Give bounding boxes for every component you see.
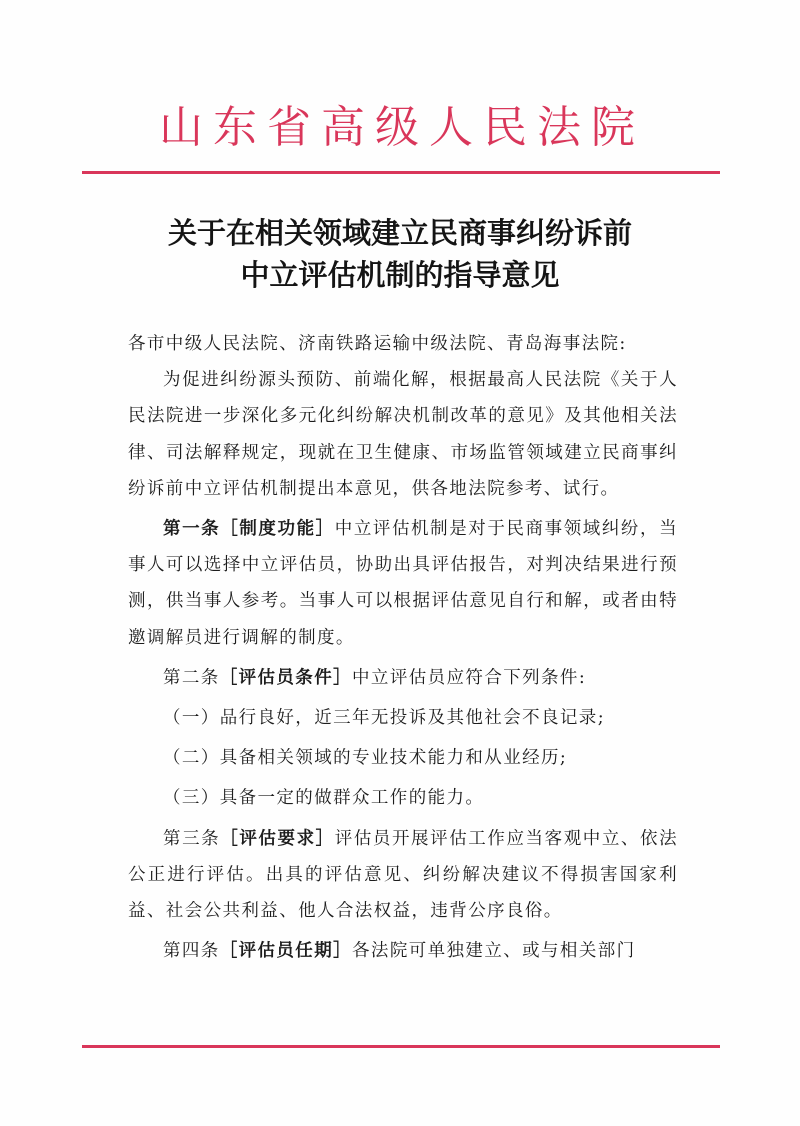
condition-item: （一）品行良好，近三年无投诉及其他社会不良记录; (163, 708, 605, 729)
salutation: 各市中级人民法院、济南铁路运输中级法院、青岛海事法院: (128, 334, 627, 354)
condition-item: （三）具备一定的做群众工作的能力。 (163, 788, 485, 809)
article-1-tag: ［制度功能］ (220, 519, 335, 540)
document-body (128, 326, 678, 969)
masthead-red-rule (82, 171, 720, 174)
article-1-number: 第一条 (163, 519, 221, 540)
condition-item: （二）具备相关领域的专业技术能力和从业经历; (163, 748, 568, 769)
court-masthead: 山东省高级人民法院 (159, 102, 645, 153)
article-4 (128, 933, 678, 969)
article-4-text: 各法院可单独建立、或与相关部门 (352, 941, 636, 962)
article-2-number: 第二条 (163, 667, 220, 688)
article-3 (128, 821, 678, 930)
article-1 (128, 511, 678, 656)
title-line-2: 中立评估机制的指导意见 (240, 258, 560, 292)
footer-red-rule (82, 1045, 720, 1048)
article-2-tag: ［评估员条件］ (219, 667, 353, 688)
intro-paragraph: 为促进纠纷源头预防、前端化解，根据最高人民法院《关于人民法院进一步深化多元化纠纷解决机制改革的意见》及其他相关法律、司法解释规定，现就在卫生健康、市场监管领域建立民商事纠纷诉前中立评估机制提出本意见，供各地法院参考、试行。 (128, 370, 678, 499)
article-1-text: 中立评估机制是对于民商事领域纠纷，当事人可以选择中立评估员，协助出具评估报告，对判决结果进行预测，供当事人参考。当事人可以根据评估意见自行和解，或者由特邀调解员进行调解的制度。 (128, 519, 678, 648)
article-2-text: 中立评估员应符合下列条件: (352, 667, 587, 688)
article-3-number: 第三条 (163, 828, 221, 849)
document-title (100, 212, 700, 296)
article-3-tag: ［评估要求］ (220, 828, 335, 849)
title-line-1: 关于在相关领域建立民商事纠纷诉前 (167, 216, 632, 250)
article-3-text: 评估员开展评估工作应当客观中立、依法公正进行评估。出具的评估意见、纠纷解决建议不得损害国家利益、社会公共利益、他人合法权益，违背公序良俗。 (128, 828, 678, 922)
article-2 (128, 660, 678, 696)
article-4-number: 第四条 (163, 941, 220, 962)
article-4-tag: ［评估员任期］ (219, 941, 353, 962)
